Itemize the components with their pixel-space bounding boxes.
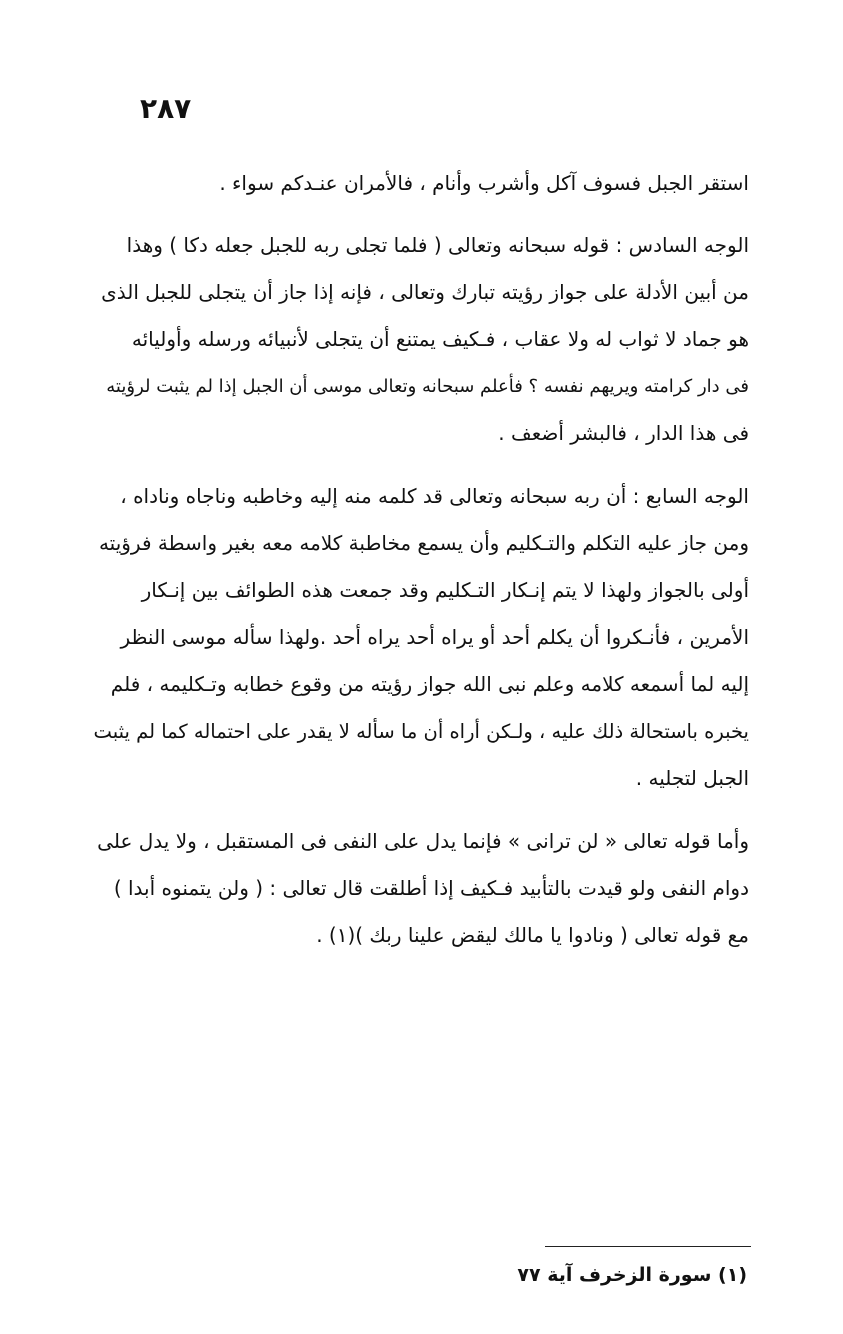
text-line: الجبل لتجليه . — [635, 766, 749, 790]
paragraph-1 — [89, 160, 749, 207]
text-line: استقر الجبل فسوف آكل وأشرب وأنام ، فالأمران عنـدكم سواء . — [219, 171, 749, 195]
text-line: أولى بالجواز ولهذا لا يتم إنـكار التـكليم وقد جمعت هذه الطوائف بين إنـكار — [141, 578, 749, 602]
text-line: هو جماد لا ثواب له ولا عقاب ، فـكيف يمتنع أن يتجلى لأنبيائه ورسله وأوليائه — [131, 327, 749, 351]
text-line: فى هذا الدار ، فالبشر أضعف . — [498, 421, 749, 445]
footnote: (١) سورة الزخرف آية ٧٧ — [517, 1264, 747, 1286]
text-line: يخبره باستحالة ذلك عليه ، ولـكن أراه أن ما سأله لا يقدر على احتماله كما لم يثبت — [93, 720, 749, 743]
text-line: إليه لما أسمعه كلامه وعلم نبى الله جواز رؤيته من وقوع خطابه وتـكليمه ، فلم — [110, 672, 749, 696]
page-number: ٢٨٧ — [140, 92, 192, 125]
paragraph-3 — [89, 473, 749, 802]
text-line: الأمرين ، فأنـكروا أن يكلم أحد أو يراه أحد يراه أحد .ولهذا سأله موسى النظر — [120, 625, 749, 649]
paragraph-2 — [89, 222, 749, 457]
text-line: مع قوله تعالى ( ونادوا يا مالك ليقض علينا ربك )(١) . — [316, 923, 749, 947]
text-line: دوام النفى ولو قيدت بالتأبيد فـكيف إذا أطلقت قال تعالى : ( ولن يتمنوه أبدا ) — [113, 876, 749, 900]
paragraph-4 — [89, 818, 749, 959]
text-line: الوجه السادس : قوله سبحانه وتعالى ( فلما تجلى ربه للجبل جعله دكا ) وهذا — [126, 233, 749, 257]
footnote-divider — [545, 1246, 751, 1247]
text-line: فى دار كرامته ويريهم نفسه ؟ فأعلم سبحانه وتعالى موسى أن الجبل إذا لم يثبت لرؤيته — [106, 376, 749, 397]
text-line: وأما قوله تعالى « لن ترانى » فإنما يدل على النفى فى المستقبل ، ولا يدل على — [97, 829, 749, 853]
text-line: من أبين الأدلة على جواز رؤيته تبارك وتعالى ، فإنه إذا جاز أن يتجلى للجبل الذى — [101, 280, 749, 304]
text-line: الوجه السابع : أن ربه سبحانه وتعالى قد كلمه منه إليه وخاطبه وناجاه وناداه ، — [120, 484, 749, 508]
text-line: ومن جاز عليه التكلم والتـكليم وأن يسمع مخاطبة كلامه معه بغير واسطة فرؤيته — [98, 531, 749, 555]
